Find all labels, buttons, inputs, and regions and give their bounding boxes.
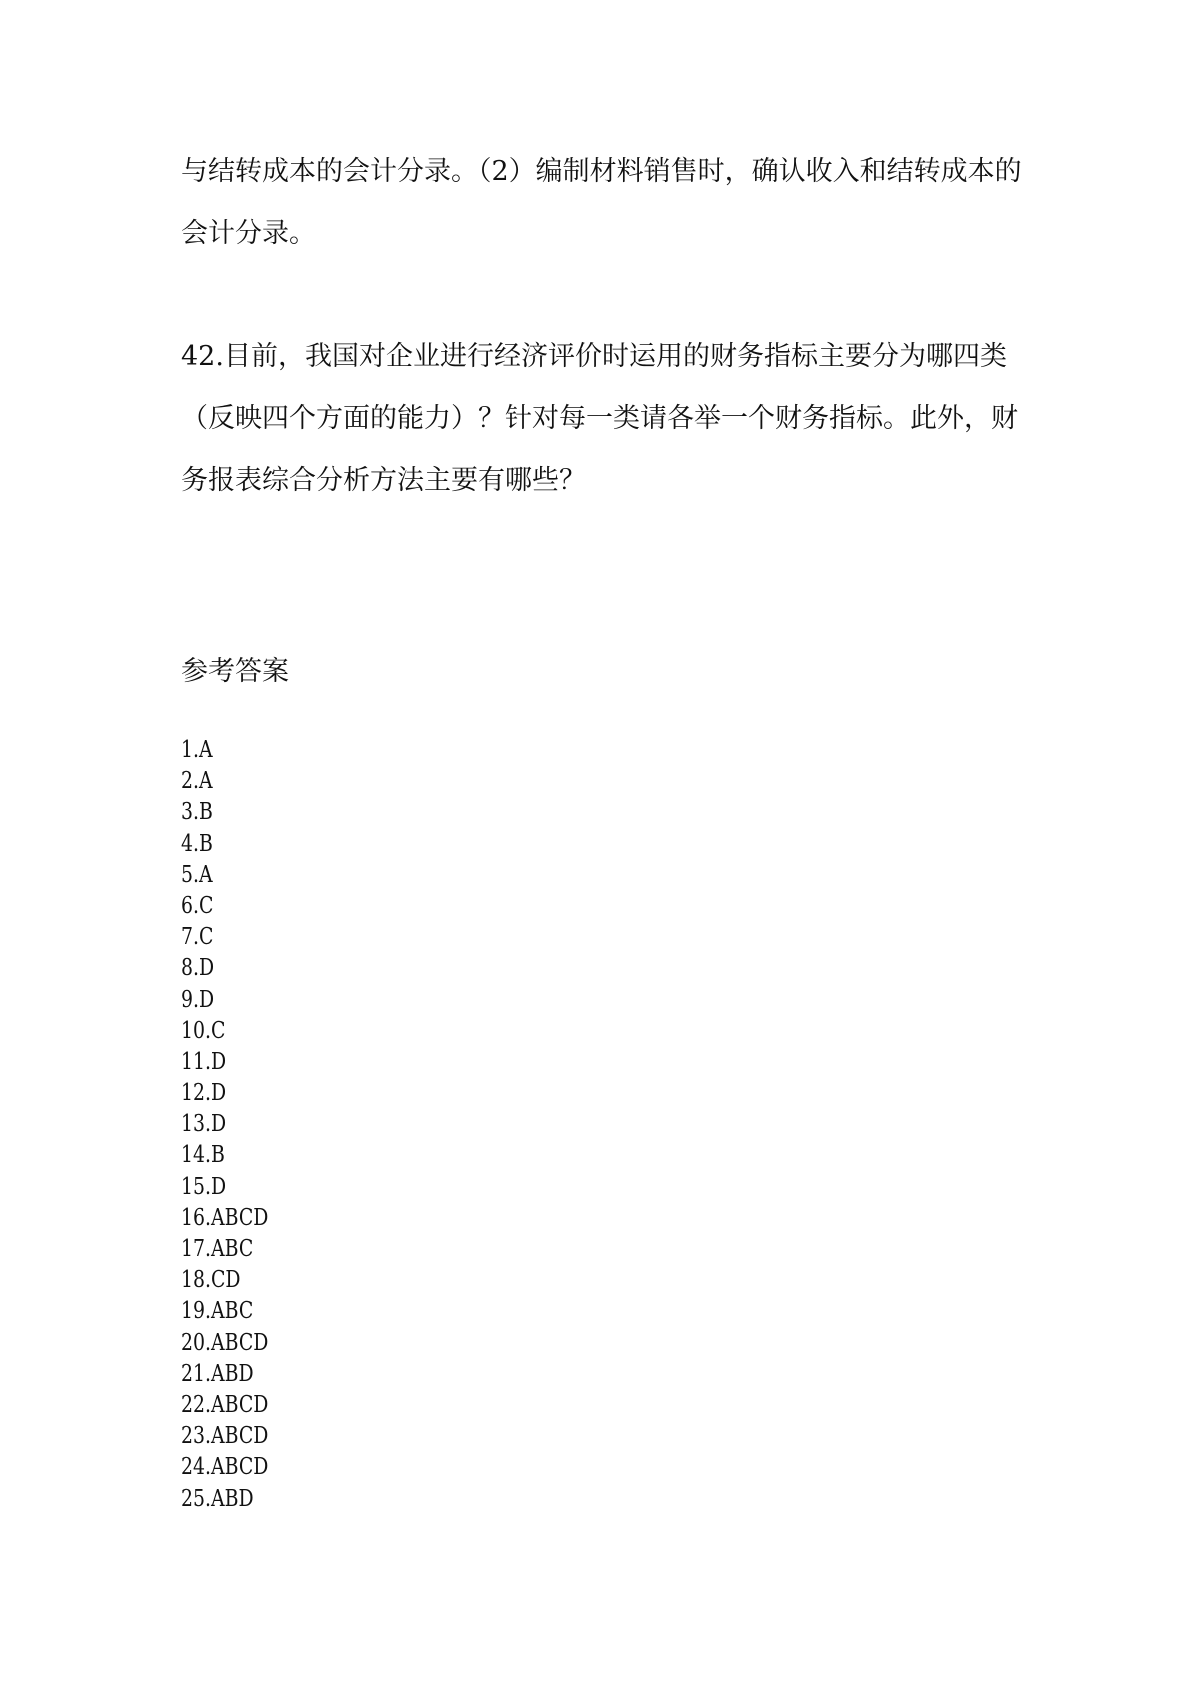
answer-item: 16.ABCD <box>181 1204 269 1231</box>
answer-item: 3.B <box>181 799 213 826</box>
answers-heading: 参考答案 <box>181 656 289 687</box>
answer-list <box>181 735 268 1515</box>
answer-item: 13.D <box>181 1111 227 1138</box>
answer-item: 12.D <box>181 1080 227 1107</box>
answer-item: 6.C <box>181 892 214 919</box>
answer-item: 15.D <box>181 1173 227 1200</box>
question-42-line-1: 42.目前，我国对企业进行经济评价时运用的财务指标主要分为哪四类 <box>181 341 1007 372</box>
answer-item: 19.ABC <box>181 1298 254 1325</box>
answer-item: 5.A <box>181 861 213 888</box>
answer-item: 24.ABCD <box>181 1454 269 1481</box>
answer-item: 20.ABCD <box>181 1329 269 1356</box>
answer-item: 9.D <box>181 986 215 1013</box>
answer-item: 10.C <box>181 1017 226 1044</box>
answer-item: 23.ABCD <box>181 1423 269 1450</box>
answer-item: 4.B <box>181 830 213 857</box>
answer-item: 7.C <box>181 924 214 951</box>
continuation-line-2: 会计分录。 <box>181 218 316 249</box>
question-42-line-2: （反映四个方面的能力）？针对每一类请各举一个财务指标。此外，财 <box>181 403 1018 434</box>
answer-item: 22.ABCD <box>181 1391 269 1418</box>
answer-item: 17.ABC <box>181 1236 254 1262</box>
continuation-line-1: 与结转成本的会计分录。（2）编制材料销售时，确认收入和结转成本的 <box>181 156 1022 187</box>
answer-item: 2.A <box>181 768 213 795</box>
answer-item: 1.A <box>181 737 213 763</box>
answer-item: 21.ABD <box>181 1360 254 1387</box>
answer-item: 25.ABD <box>181 1485 254 1512</box>
answer-item: 8.D <box>181 955 215 982</box>
question-42-line-3: 务报表综合分析方法主要有哪些？ <box>181 465 586 496</box>
answer-item: 18.CD <box>181 1267 241 1294</box>
answer-item: 11.D <box>181 1048 227 1075</box>
answer-item: 14.B <box>181 1142 225 1169</box>
